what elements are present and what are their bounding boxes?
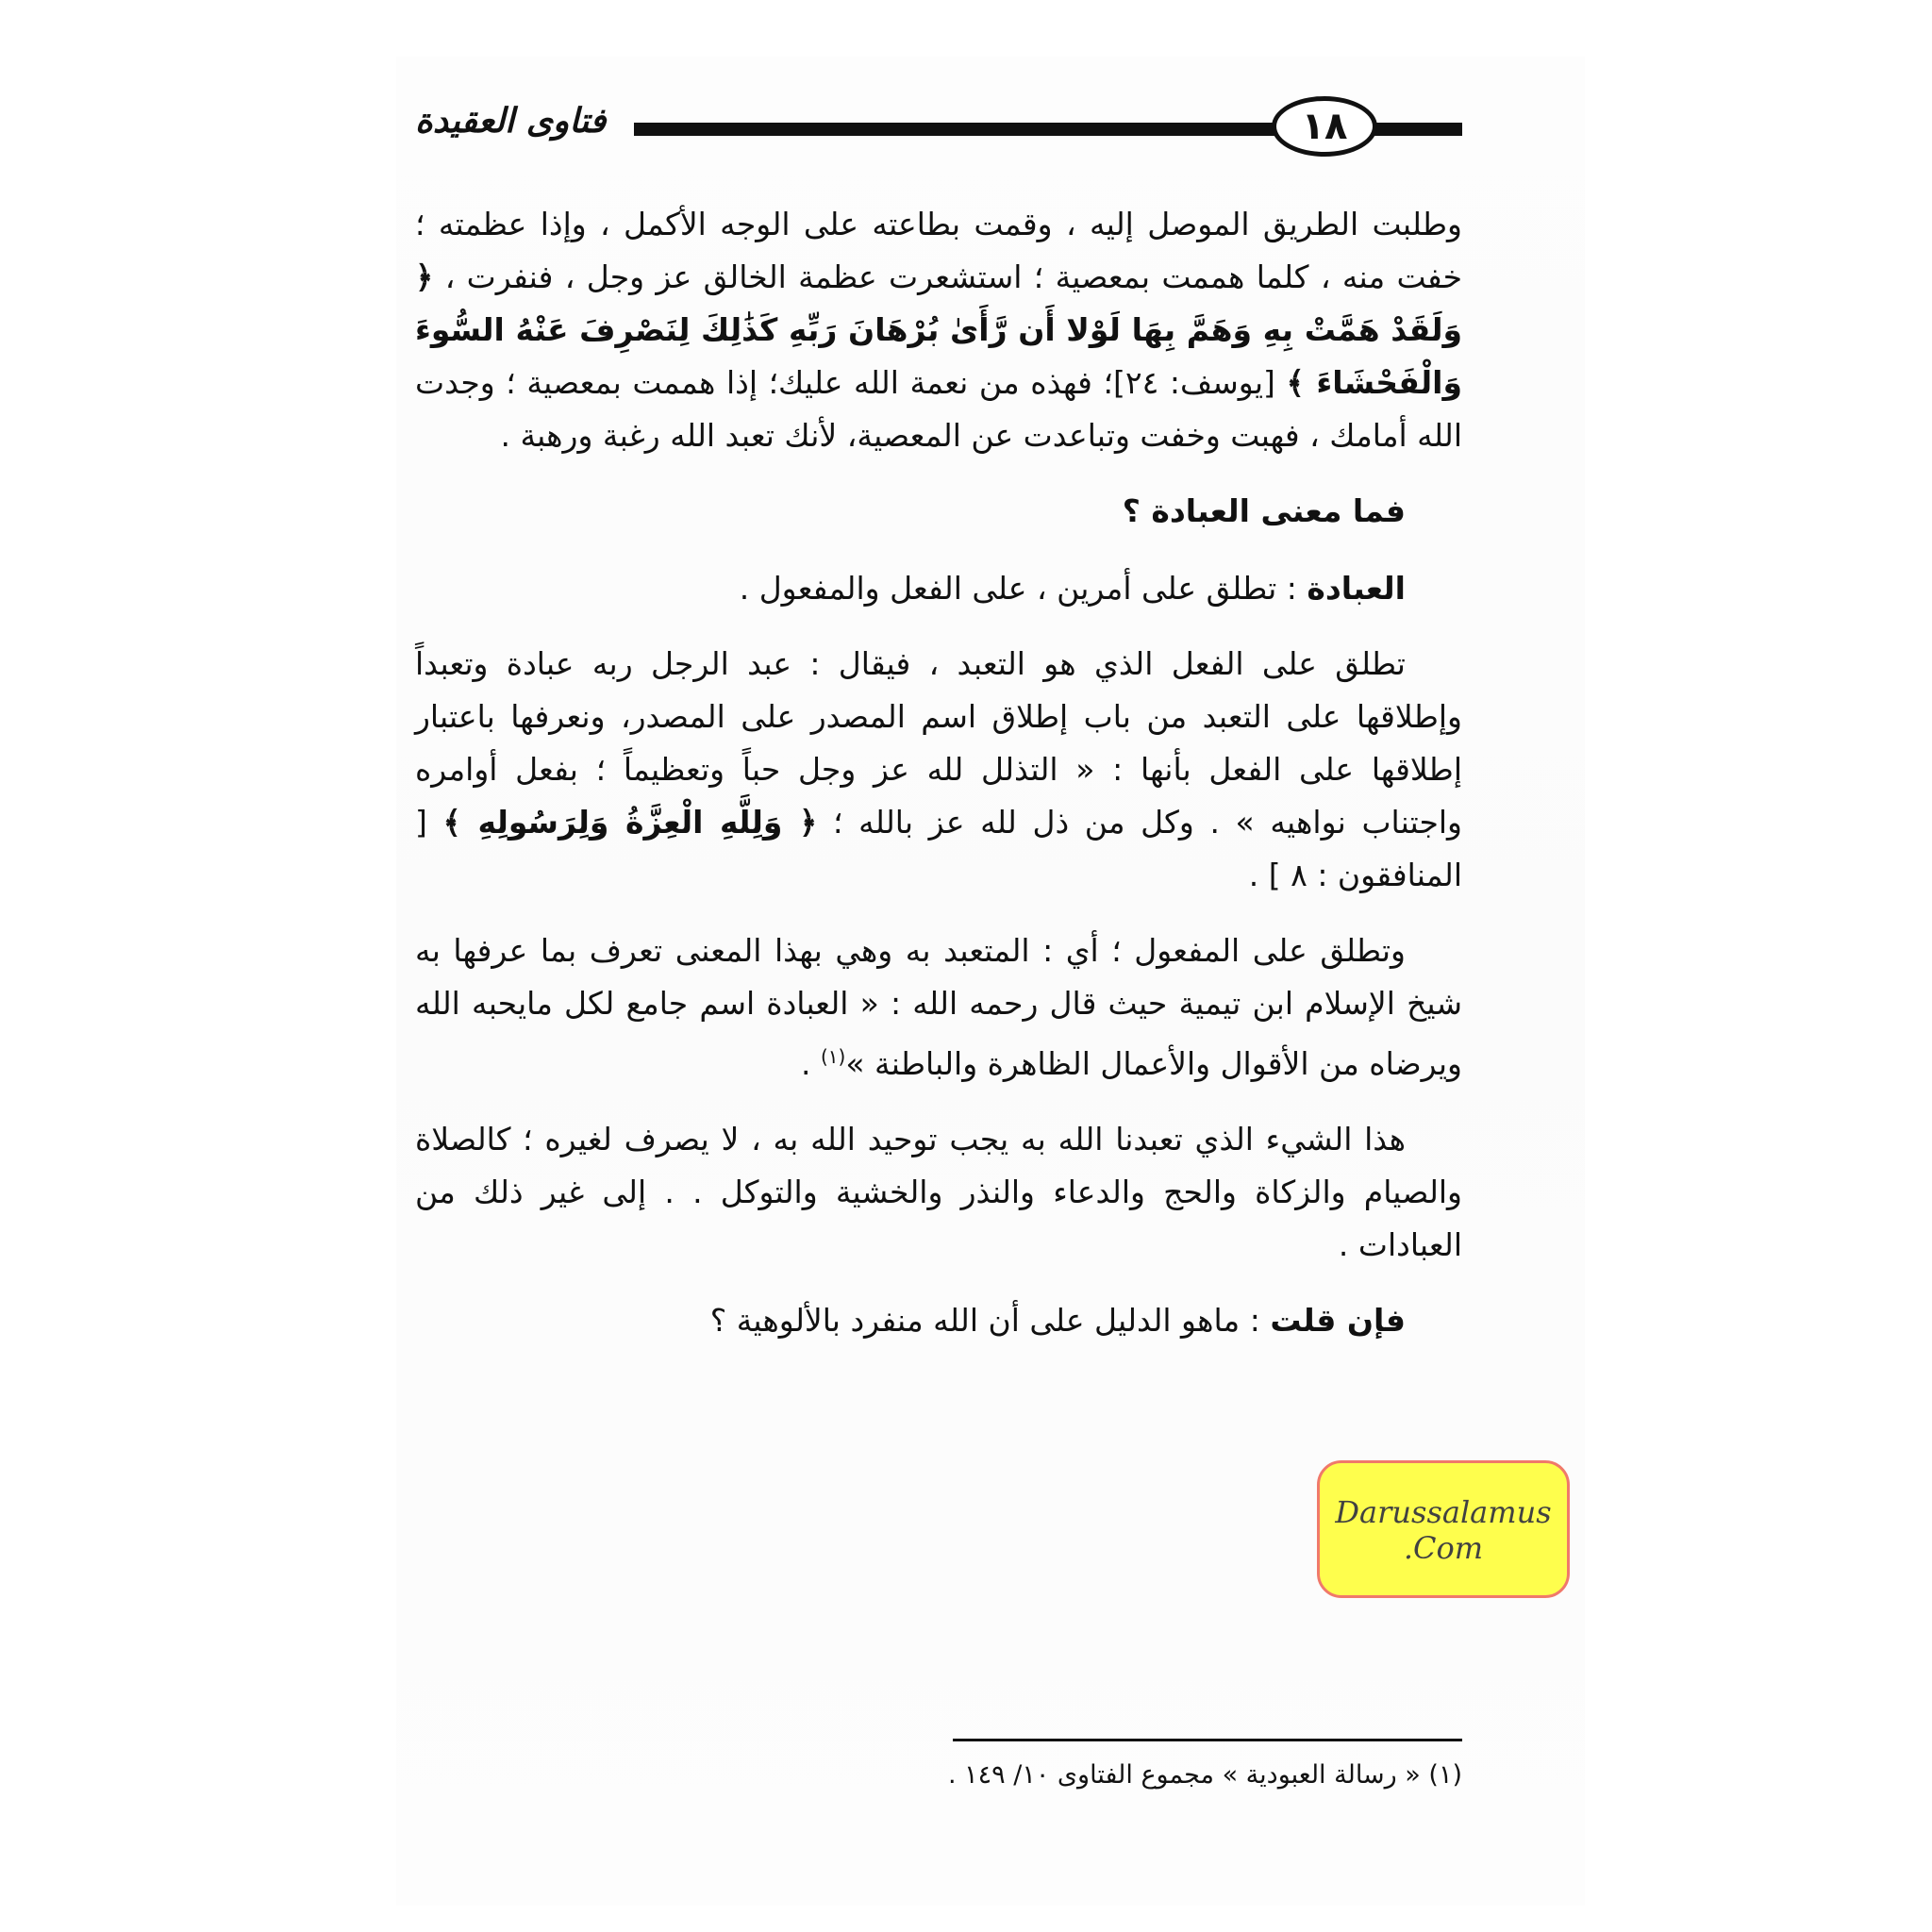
watermark-text: Darussalamus [1335, 1494, 1552, 1530]
definition-paragraph [415, 562, 1462, 615]
watermark-badge [1317, 1460, 1570, 1598]
paragraph-text: تطلق على الفعل الذي هو التعبد ، فيقال : عبد الرجل ربه عبادة وتعبداً وإطلاقها على التعبد من باب إطلاق اسم المصدر على المصدر، ونعرفها باعتبار إطلاقها على الفعل بأنها : « التذلل لله عز وجل حباً وتعظيماً ؛ بفعل أوامره واجتناب نواهيه » . وكل من ذل لله عز بالله ؛ [415, 645, 1462, 841]
paragraph-1 [415, 198, 1462, 462]
footnote-rule [953, 1739, 1462, 1741]
section-heading: فما معنى العبادة ؟ [1122, 492, 1406, 529]
paragraph-text: وتطلق على المفعول ؛ أي : المتعبد به وهي بهذا المعنى تعرف بما عرفها به شيخ الإسلام ابن تيمية حيث قال رحمه الله : « العبادة اسم جامع لكل مايحبه الله ويرضاه من الأقوال والأعمال الظاهرة والباطنة » [415, 932, 1462, 1082]
paragraph-text: هذا الشيء الذي تعبدنا الله به يجب توحيد الله به ، لا يصرف لغيره ؛ كالصلاة والصيام والزكاة والحج والدعاء والنذر والخشية والتوكل . . إلى غير ذلك من العبادات . [415, 1121, 1462, 1263]
paragraph-3 [415, 924, 1462, 1091]
paragraph-text: وطلبت الطريق الموصل إليه ، وقمت بطاعته على الوجه الأكمل ، وإذا عظمته ؛ خفت منه ، كلما هممت بمعصية ؛ استشعرت عظمة الخالق عز وجل ، فنفرت ، [415, 206, 1462, 295]
page-header [415, 94, 1462, 170]
footnote-reference: (١) [820, 1045, 846, 1068]
page-number-badge [1272, 96, 1377, 157]
paragraph-2 [415, 638, 1462, 902]
definition-text: : تطلق على أمرين ، على الفعل والمفعول . [739, 570, 1307, 607]
quran-verse: ﴿ وَلَقَدْ هَمَّتْ بِهِ وَهَمَّ بِهَا لَوْلا أَن رَّأَىٰ بُرْهَانَ رَبِّهِ كَذَٰلِكَ لِنَصْرِفَ عَنْهُ السُّوءَ وَالْفَحْشَاءَ ﴾ [415, 258, 1463, 401]
book-title: فتاوى العقيدة [415, 102, 607, 141]
quran-verse: ﴿ وَلِلَّهِ الْعِزَّةُ وَلِرَسُولِهِ ﴾ [442, 804, 818, 841]
question-text: : ماهو الدليل على أن الله منفرد بالألوهية ؟ [709, 1302, 1271, 1339]
page-number: ١٨ [1301, 105, 1348, 148]
question-lead: فإن قلت [1270, 1302, 1406, 1339]
footnote: (١) « رسالة العبودية » مجموع الفتاوى ١٠/ ١٤٩ . [947, 1760, 1462, 1790]
paragraph-4 [415, 1113, 1462, 1272]
paragraph-text: [ المنافقون : ٨ ] . [415, 804, 1462, 893]
question-paragraph [415, 1294, 1462, 1347]
paragraph-text: [يوسف: ٢٤]؛ فهذه من نعمة الله عليك؛ إذا هممت بمعصية ؛ وجدت الله أمامك ، فهبت وخفت وتباعدت عن المعصية، لأنك تعبد الله رغبة ورهبة . [415, 364, 1462, 454]
watermark-domain: .Com [1403, 1530, 1484, 1566]
paragraph-end: . [801, 1045, 821, 1082]
page-body [415, 198, 1462, 1370]
definition-term: العبادة [1307, 570, 1406, 607]
